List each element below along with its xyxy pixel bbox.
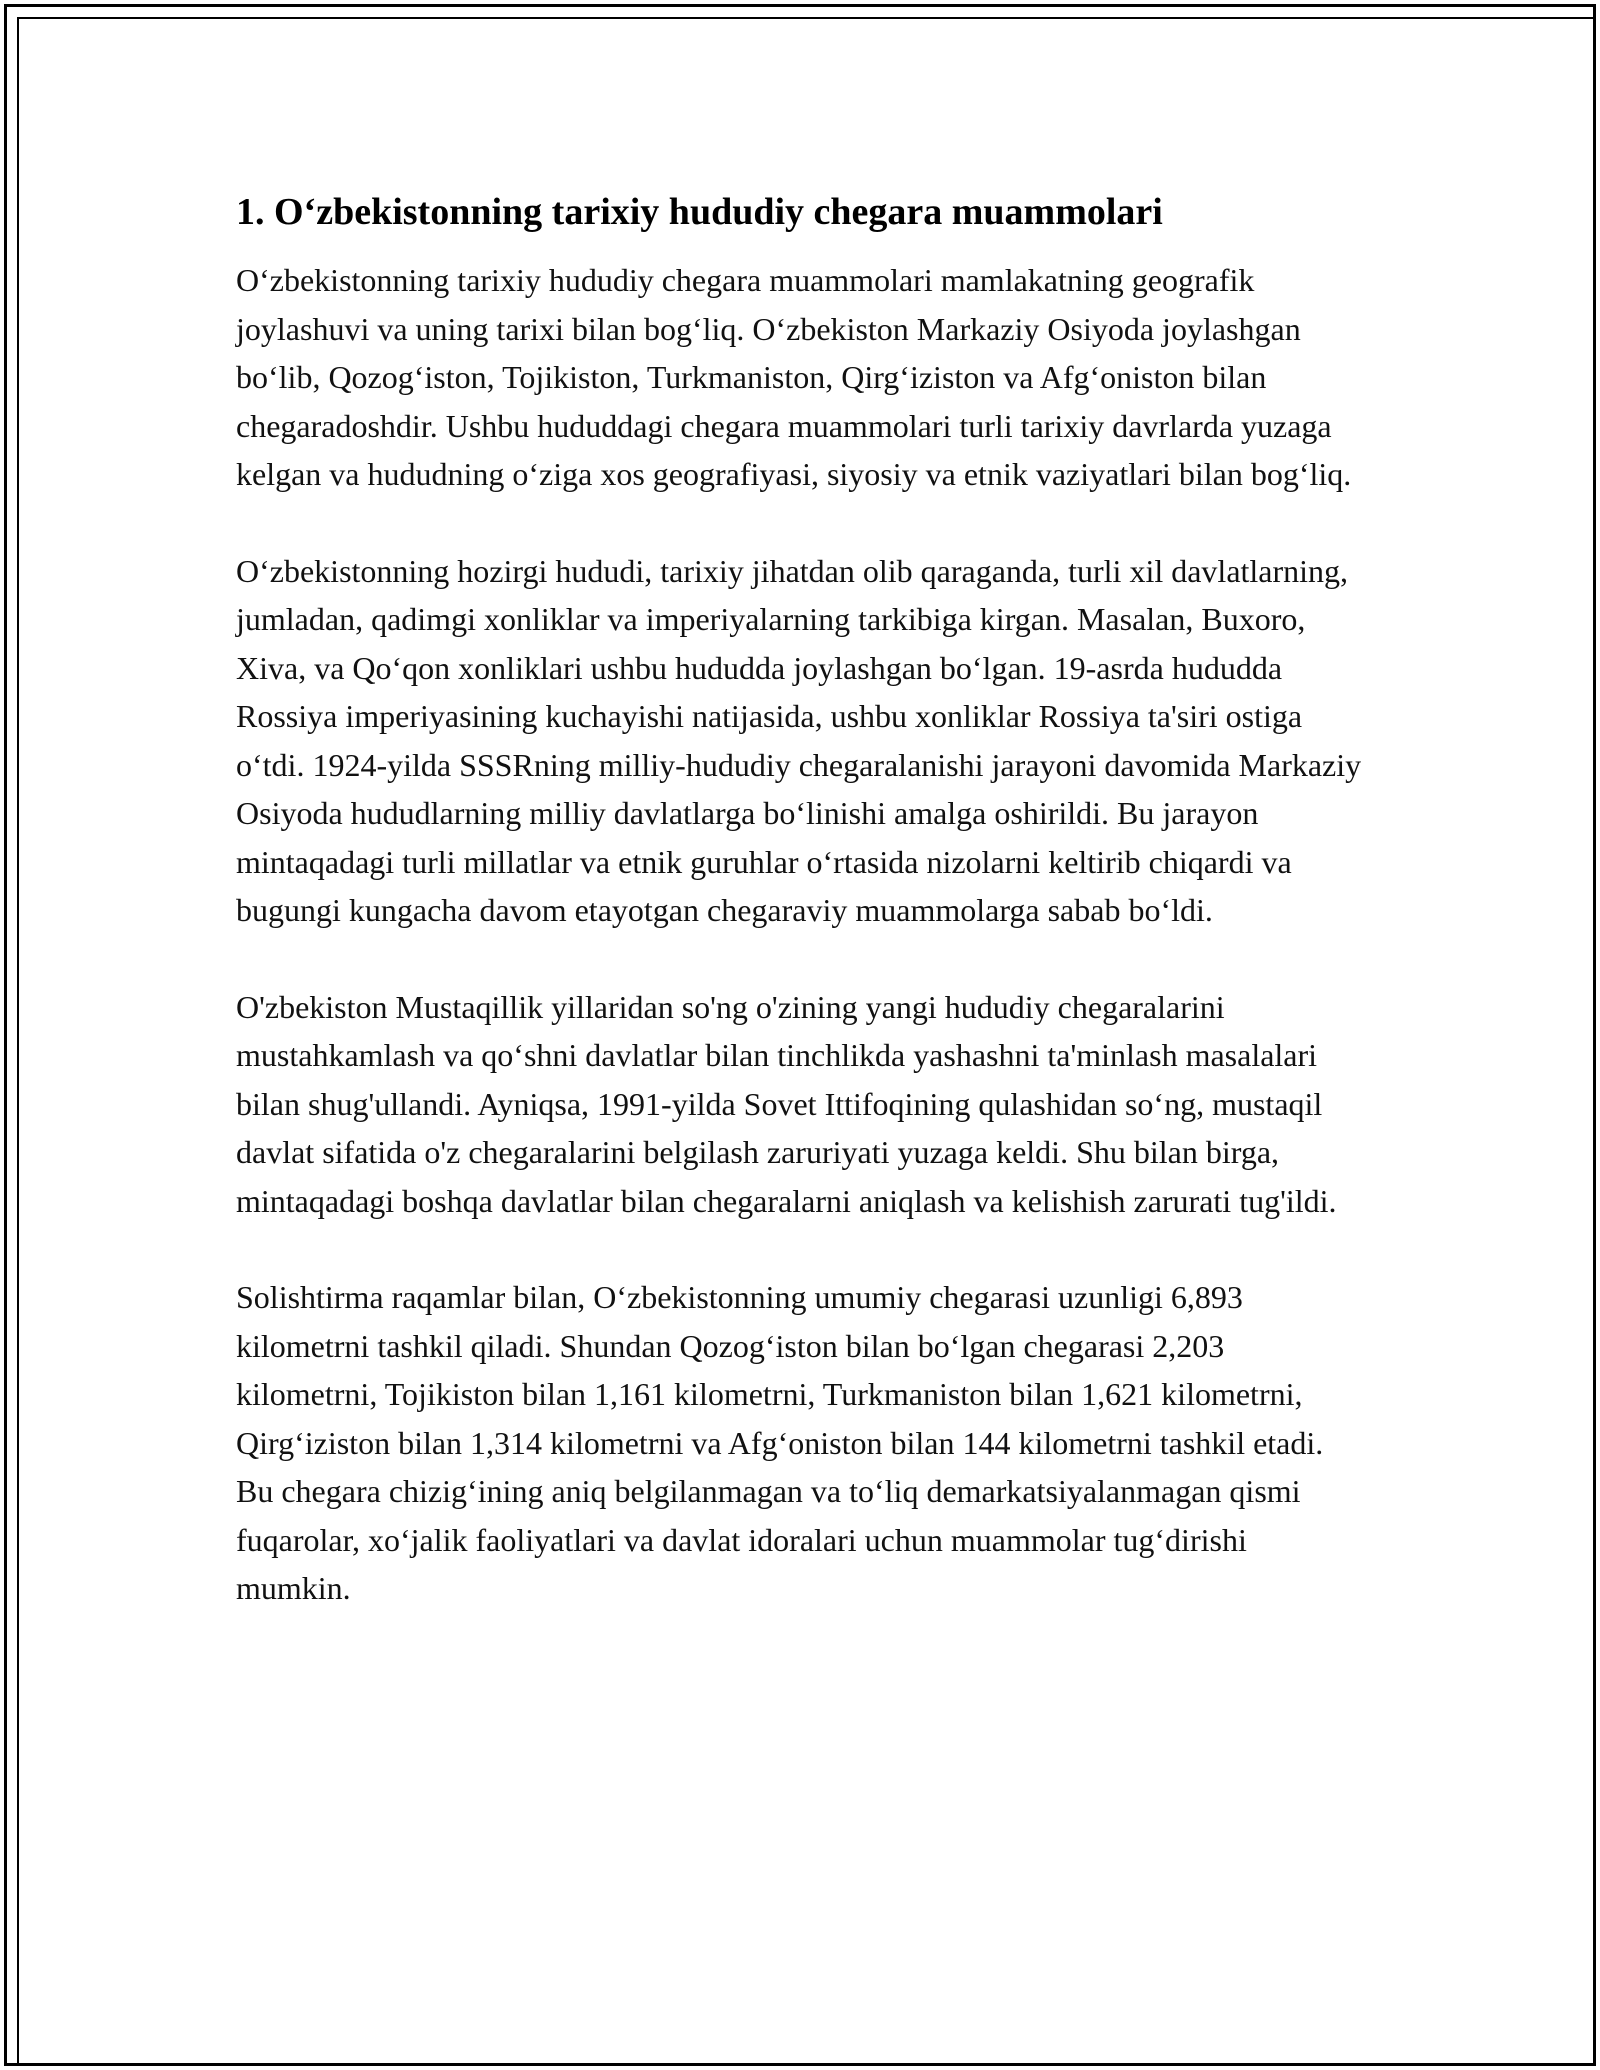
paragraph-1: O‘zbekistonning tarixiy hududiy chegara muammolari mamlakatning geografik joylashuvi va uning tarixi bilan bog‘liq. O‘zbekiston Markaziy Osiyoda joylashgan bo‘lib, Qozog‘iston, Tojikiston, Turkmaniston, Qirg‘iziston va Afg‘oniston bilan chegaradoshdir. Ushbu hududdagi chegara muammolari turli tarixiy davrlarda yuzaga kelgan va hududning o‘ziga xos geografiyasi, siyosiy va etnik vaziyatlari bilan bog‘liq. (236, 262, 1352, 492)
paragraph-2: O‘zbekistonning hozirgi hududi, tarixiy jihatdan olib qaraganda, turli xil davlatlarning, jumladan, qadimgi xonliklar va imperiyalarning tarkibiga kirgan. Masalan, Buxoro, Xiva, va Qo‘qon xonliklari ushbu hududda joylashgan bo‘lgan. 19-asrda hududda Rossiya imperiyasining kuchayishi natijasida, ushbu xonliklar Rossiya ta'siri ostiga o‘tdi. 1924-yilda SSSRning milliy-hududiy chegaralanishi jarayoni davomida Markaziy Osiyoda hududlarning milliy davlatlarga bo‘linishi amalga oshirildi. Bu jarayon mintaqadagi turli millatlar va etnik guruhlar o‘rtasida nizolarni keltirib chiqardi va bugungi kungacha davom etayotgan chegaraviy muammolarga sabab bo‘ldi. (236, 552, 1362, 928)
section-heading: 1. O‘zbekistonning tarixiy hududiy chegara muammolari (236, 191, 1163, 233)
paragraph-4: Solishtirma raqamlar bilan, O‘zbekistonning umumiy chegarasi uzunligi 6,893 kilometrni tashkil qiladi. Shundan Qozog‘iston bilan bo‘lgan chegarasi 2,203 kilometrni, Tojikiston bilan 1,161 kilometrni, Turkmaniston bilan 1,621 kilometrni, Qirg‘iziston bilan 1,314 kilometrni va Afg‘oniston bilan 144 kilometrni tashkil etadi. Bu chegara chizig‘ining aniq belgilanmagan va to‘liq demarkatsiyalanmagan qismi fuqarolar, xo‘jalik faoliyatlari va davlat idoralari uchun muammolar tug‘dirishi mumkin. (236, 1279, 1324, 1606)
document-body (236, 188, 1366, 1661)
paragraph-3: O'zbekiston Mustaqillik yillaridan so'ng o'zining yangi hududiy chegaralarini mustahkamlash va qo‘shni davlatlar bilan tinchlikda yashashni ta'minlash masalalari bilan shug'ullandi. Ayniqsa, 1991-yilda Sovet Ittifoqining qulashidan so‘ng, mustaqil davlat sifatida o'z chegaralarini belgilash zaruriyati yuzaga keldi. Shu bilan birga, mintaqadagi boshqa davlatlar bilan chegaralarni aniqlash va kelishish zarurati tug'ildi. (236, 988, 1337, 1219)
